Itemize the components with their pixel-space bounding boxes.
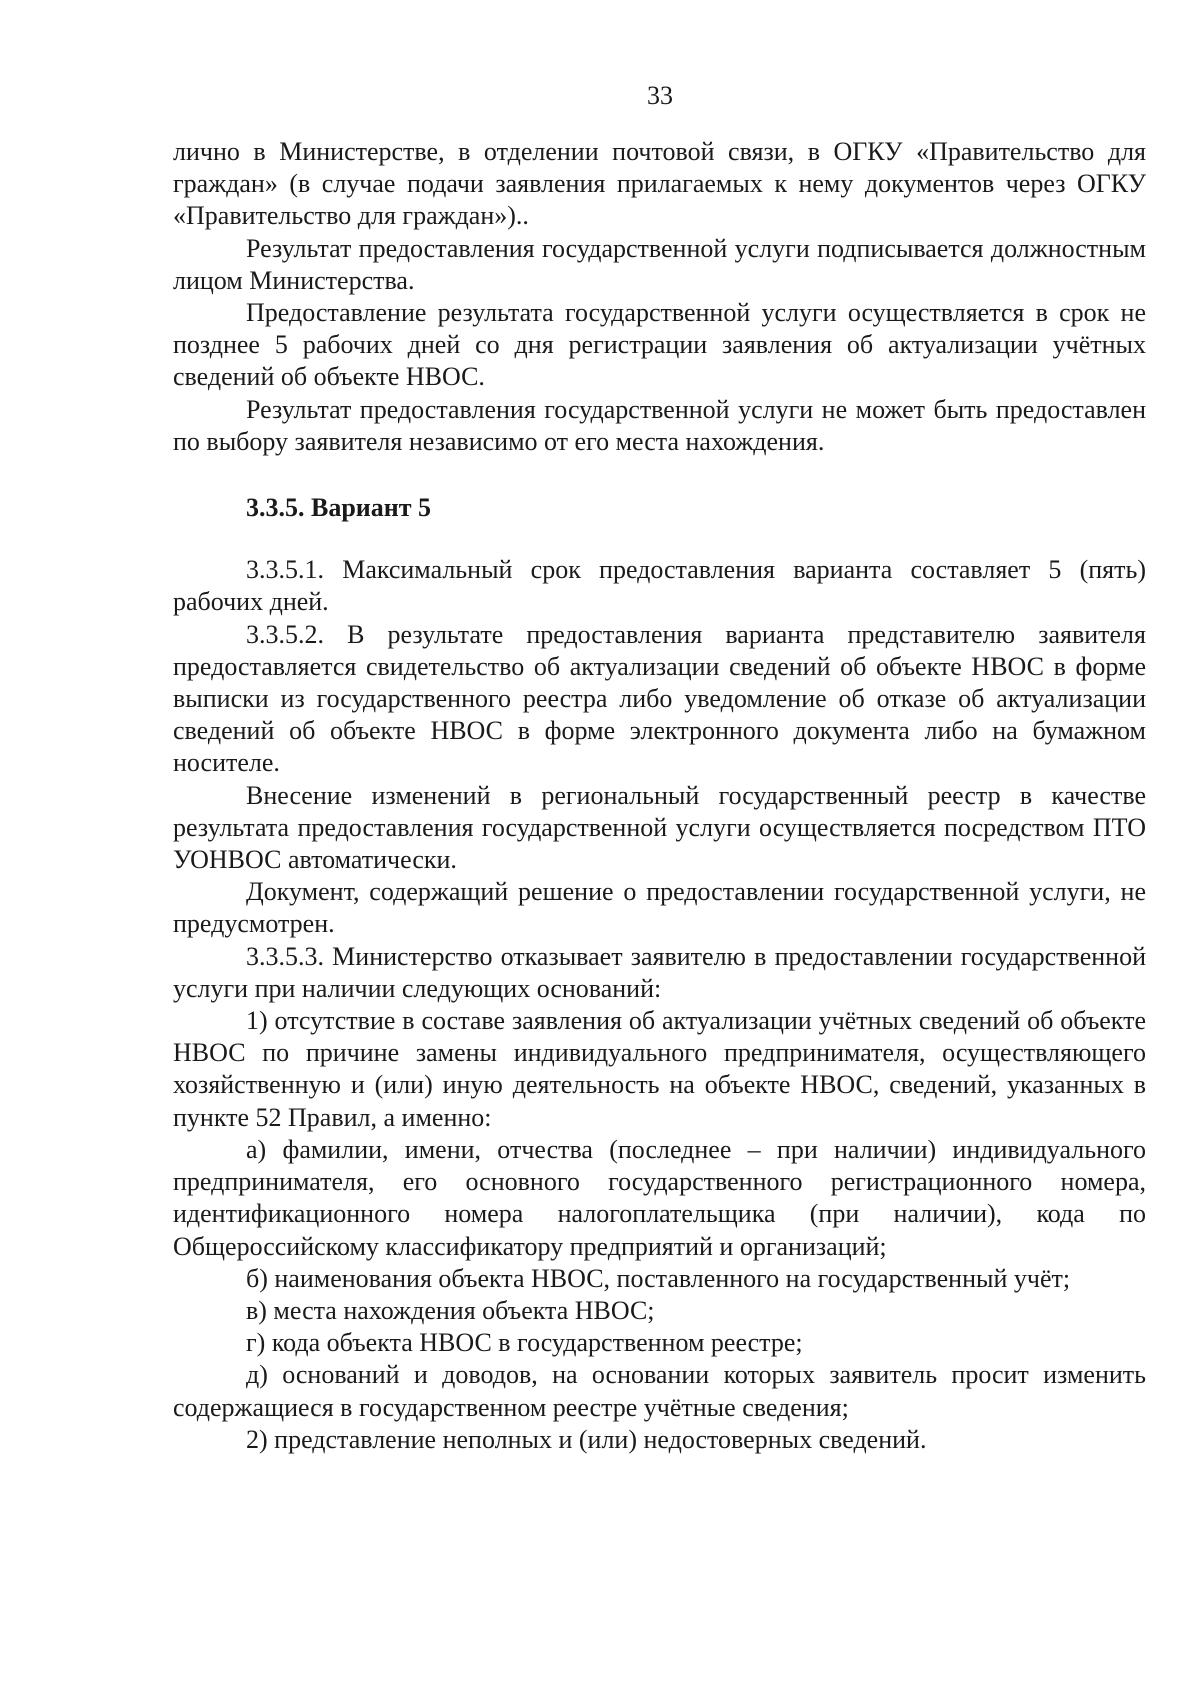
list-item: г) кода объекта НВОС в государственном реестре; [246,1328,803,1358]
paragraph: 3.3.5.3. Министерство отказывает заявителю в предоставлении государственной услуги при наличии следующих оснований: [173,941,1146,1003]
page-number: 33 [647,81,673,110]
paragraph: Документ, содержащий решение о предоставлении государственной услуги, не предусмотрен. [173,877,1146,939]
list-item: б) наименования объекта НВОС, поставленного на государственный учёт; [246,1263,1071,1293]
document-body [173,136,1146,1456]
paragraph: Предоставление результата государственной услуги осуществляется в срок не позднее 5 рабочих дней со дня регистрации заявления об актуализации учётных сведений об объекте НВОС. [173,298,1146,392]
paragraph: 3.3.5.2. В результате предоставления варианта представителю заявителя предоставляется свидетельство об актуализации сведений об объекте НВОС в форме выписки из государственного реестра либо уведомление об отказе об актуализации сведений об объекте НВОС в форме электронного документа либо на бумажном носителе. [173,619,1146,778]
list-item: 1) отсутствие в составе заявления об актуализации учётных сведений об объекте НВОС по причине замены индивидуального предпринимателя, осуществляющего хозяйственную и (или) иную деятельность на объекте НВОС, сведений, указанных в пункте 52 Правил, а именно: [173,1006,1146,1132]
paragraph: Результат предоставления государственной услуги не может быть предоставлен по выбору заявителя независимо от его места нахождения. [173,394,1146,456]
list-item: д) оснований и доводов, на основании которых заявитель просит изменить содержащиеся в государственном реестре учётные сведения; [173,1360,1146,1422]
paragraph-continuation: лично в Министерстве, в отделении почтовой связи, в ОГКУ «Правительство для граждан» (в случае подачи заявления прилагаемых к нему документов через ОГКУ «Правительство для граждан»).. [173,137,1146,231]
paragraph: Внесение изменений в региональный государственный реестр в качестве результата предоставления государственной услуги осуществляется посредством ПТО УОНВОС автоматически. [173,780,1146,875]
list-item: а) фамилии, имени, отчества (последнее – при наличии) индивидуального предпринимателя, его основного государственного регистрационного номера, идентификационного номера налогоплательщика (при наличии), кода по Общероссийскому классификатору предприятий и организаций; [173,1134,1146,1261]
paragraph: 3.3.5.1. Максимальный срок предоставления варианта составляет 5 (пять) рабочих дней. [173,555,1146,617]
section-heading: 3.3.5. Вариант 5 [246,493,432,523]
list-item: в) места нахождения объекта НВОС; [246,1295,655,1325]
list-item: 2) представление неполных и (или) недостоверных сведений. [246,1424,927,1454]
paragraph: Результат предоставления государственной услуги подписывается должностным лицом Министерства. [173,233,1146,295]
